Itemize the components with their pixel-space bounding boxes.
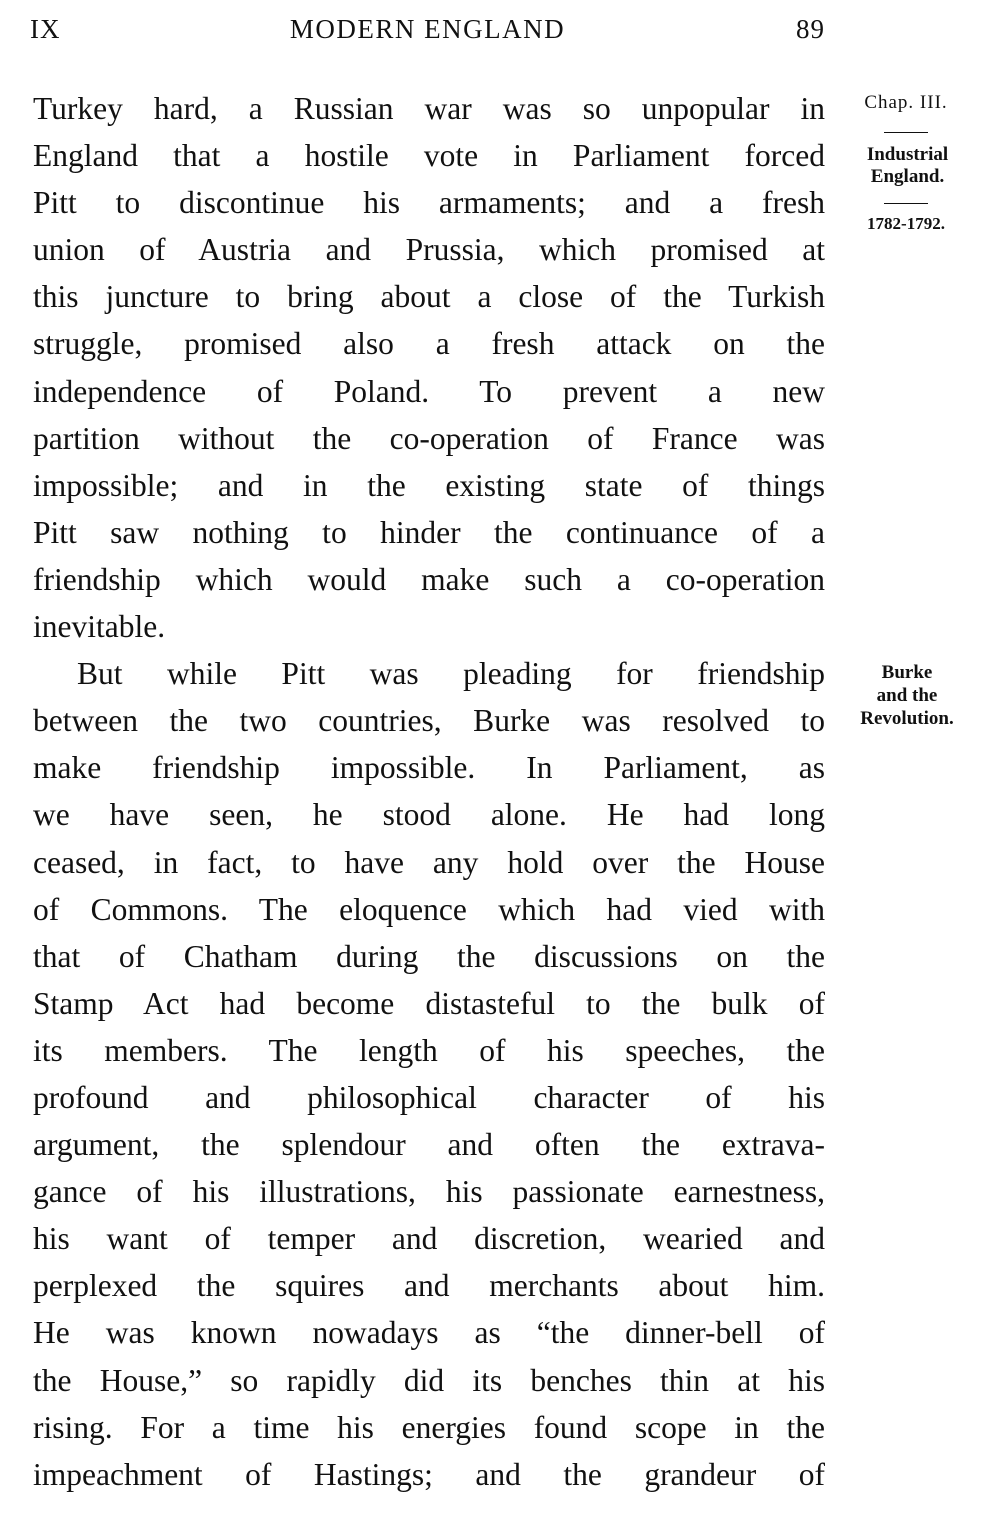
text-line: Pitt saw nothing to hinder the continuance of a <box>33 514 825 550</box>
margin-date-note: 1782-1792. <box>867 214 945 233</box>
page-number: 89 <box>796 14 825 44</box>
text-line: ceased, in fact, to have any hold over the House <box>33 844 825 880</box>
running-header <box>30 14 825 54</box>
body-text <box>33 85 825 1498</box>
margin-section-note <box>840 144 975 188</box>
text-line: Turkey hard, a Russian war was so unpopular in <box>33 91 825 126</box>
text-line: between the two countries, Burke was resolved to <box>33 703 825 739</box>
text-line: struggle, promised also a fresh attack on the <box>33 326 825 362</box>
text-line: Pitt to discontinue his armaments; and a fresh <box>33 185 825 221</box>
text-line: He was known nowadays as “the dinner-bell of <box>33 1315 825 1351</box>
text-line: perplexed the squires and merchants about him. <box>33 1268 825 1304</box>
text-line: England that a hostile vote in Parliament forced <box>33 138 825 174</box>
text-line: partition without the co-operation of France was <box>33 420 825 456</box>
margin-rule <box>884 203 928 204</box>
text-line: its members. The length of his speeches, the <box>33 1032 825 1068</box>
margin-burke-line: Revolution. <box>860 708 954 729</box>
margin-burke-line: Burke <box>881 662 933 683</box>
margin-section-line: England. <box>870 166 945 187</box>
text-line: the House,” so rapidly did its benches thin at his <box>33 1362 825 1398</box>
text-line: profound and philosophical character of his <box>33 1079 825 1115</box>
text-line: impossible; and in the existing state of things <box>33 467 825 503</box>
text-line: argument, the splendour and often the extrava- <box>33 1127 825 1163</box>
text-line: rising. For a time his energies found scope in the <box>33 1409 825 1445</box>
running-title: MODERN ENGLAND <box>289 14 566 44</box>
text-line: But while Pitt was pleading for friendship <box>77 656 825 692</box>
text-line: gance of his illustrations, his passionate earnestness, <box>33 1174 825 1210</box>
text-line: union of Austria and Prussia, which promised at <box>33 232 825 268</box>
text-line: we have seen, he stood alone. He had long <box>33 797 825 833</box>
margin-section-line: Industrial <box>866 144 949 165</box>
margin-chapter-note: Chap. III. <box>864 92 948 113</box>
text-line: friendship which would make such a co-operation <box>33 561 825 597</box>
margin-rule <box>884 132 928 133</box>
text-line: his want of temper and discretion, wearied and <box>33 1221 825 1257</box>
text-line: that of Chatham during the discussions on the <box>33 938 825 974</box>
text-line: independence of Poland. To prevent a new <box>33 373 825 409</box>
text-line: impeachment of Hastings; and the grandeur of <box>33 1456 825 1492</box>
text-line: inevitable. <box>33 609 166 645</box>
margin-burke-note <box>832 661 982 730</box>
text-line: this juncture to bring about a close of the Turkish <box>33 279 825 315</box>
chapter-number: IX <box>30 14 61 44</box>
text-line: Stamp Act had become distasteful to the bulk of <box>33 985 825 1021</box>
margin-burke-line: and the <box>876 685 938 706</box>
text-line: of Commons. The eloquence which had vied with <box>33 891 825 927</box>
text-line: make friendship impossible. In Parliament, as <box>33 750 825 786</box>
